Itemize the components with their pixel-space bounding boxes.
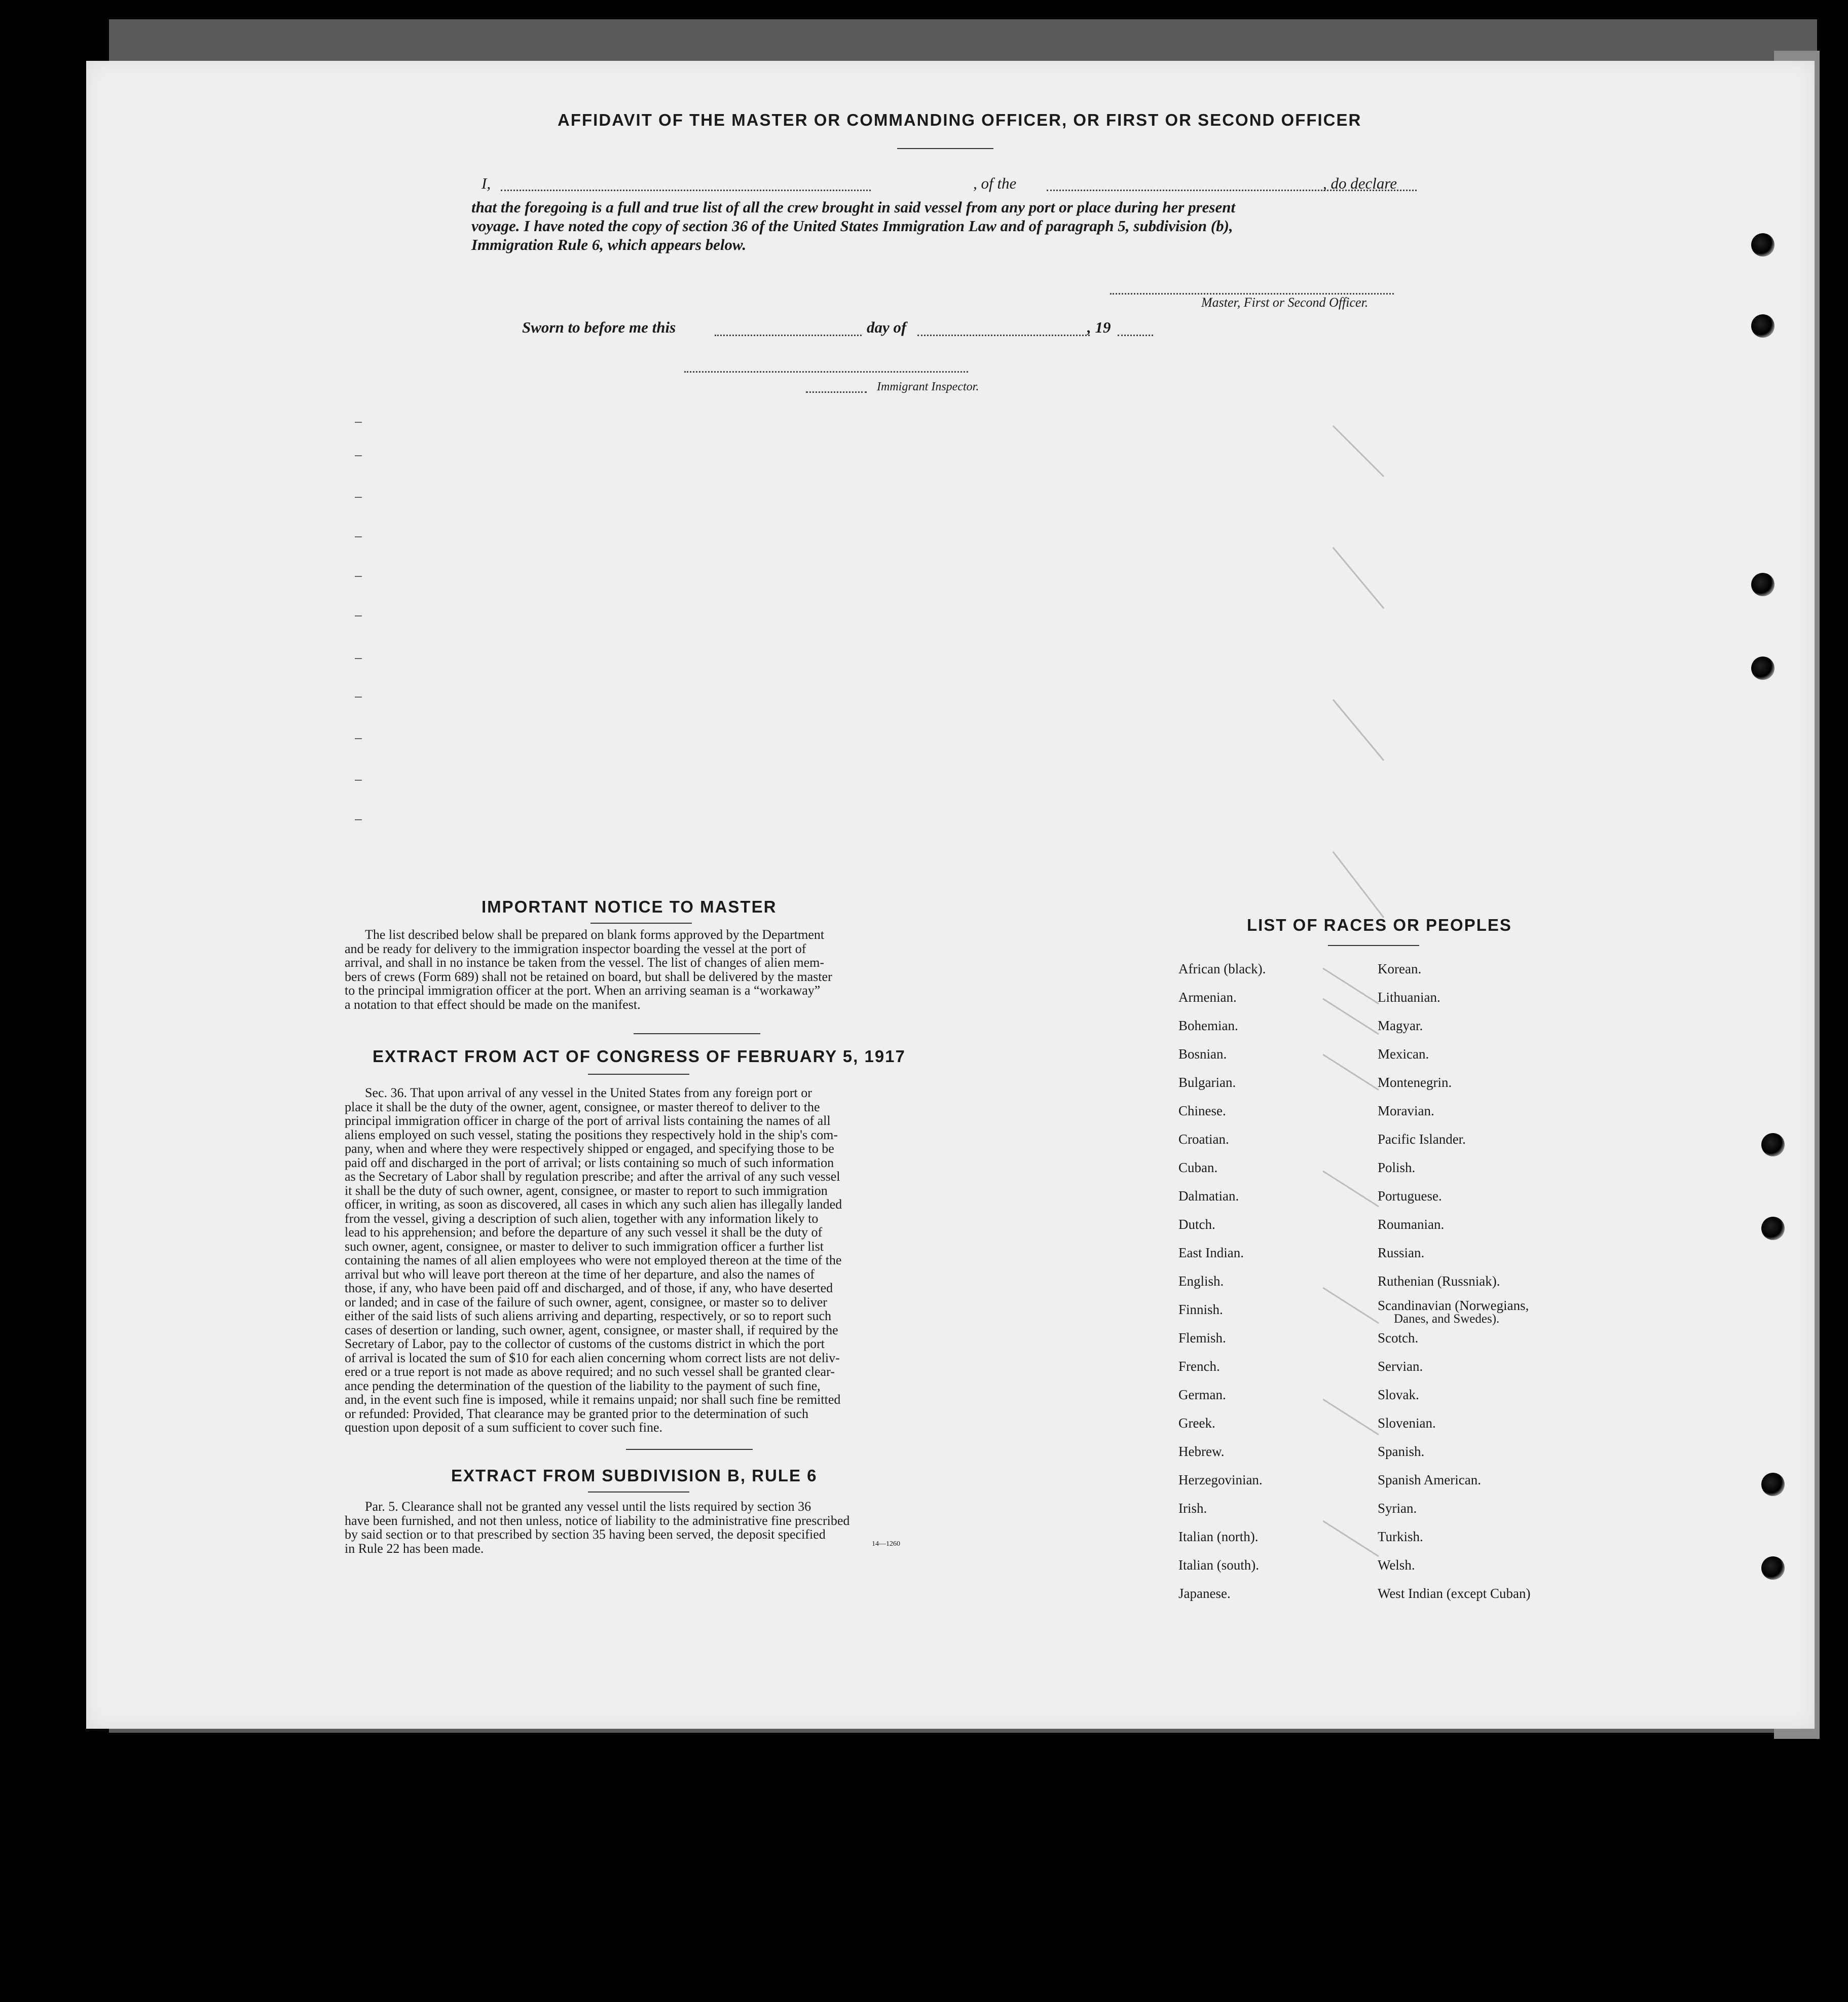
pen-mark [1333, 426, 1384, 477]
pen-mark [1333, 852, 1384, 918]
race-left-item: African (black). [1178, 961, 1266, 976]
rule-body [345, 1500, 1005, 1555]
races-title: LIST OF RACES OR PEOPLES [1247, 916, 1512, 934]
affidavit-body [471, 198, 1465, 254]
race-right-item: Roumanian. [1378, 1217, 1445, 1232]
race-left-item: Bulgarian. [1178, 1075, 1236, 1090]
race-left-item: Japanese. [1178, 1586, 1231, 1601]
inspector-caption: Immigrant Inspector. [877, 380, 979, 393]
act-line: Sec. 36. That upon arrival of any vessel in the United States from any foreign port or [365, 1085, 812, 1100]
notice-line: and be ready for delivery to the immigration inspector boarding the vessel at the port of [345, 941, 806, 956]
race-left-item: Dalmatian. [1178, 1188, 1239, 1204]
pen-check-marks [1303, 416, 1475, 1612]
race-right-item: Mexican. [1378, 1046, 1429, 1062]
act-body [345, 1086, 1005, 1435]
act-line: or refunded: Provided, That clearance may be granted prior to the determination of such [345, 1406, 808, 1421]
margin-tick [355, 615, 362, 616]
affidavit-line-2: that the foregoing is a full and true list of all the crew brought in said vessel from any port or place during her present [471, 198, 1236, 216]
notice-line: The list described below shall be prepared on blank forms approved by the Department [365, 927, 825, 942]
race-left-item: Chinese. [1178, 1103, 1226, 1118]
act-line: it shall be the duty of such owner, agent, consignee, or master to report to such immigration [345, 1183, 828, 1198]
race-left-item: Bosnian. [1178, 1046, 1227, 1062]
master-name-field[interactable] [501, 190, 871, 191]
race-right-item: Syrian. [1378, 1501, 1417, 1516]
rule-line: in Rule 22 has been made. [345, 1541, 484, 1556]
rule-title: EXTRACT FROM SUBDIVISION B, RULE 6 [451, 1466, 818, 1485]
sworn-year: , 19 [1087, 318, 1111, 336]
notice-title-rule [590, 923, 692, 924]
act-line: those, if any, who have been paid off and discharged, and of those, if any, who have deserted [345, 1281, 833, 1295]
race-left-item: French. [1178, 1359, 1220, 1374]
act-line: and, in the event such fine is imposed, while it remains unpaid; nor shall such fine be remitted [345, 1392, 841, 1407]
race-left-item: Finnish. [1178, 1302, 1223, 1317]
race-left-item: Hebrew. [1178, 1444, 1225, 1459]
race-left-item: Italian (south). [1178, 1557, 1259, 1573]
margin-tick [355, 658, 362, 659]
race-left-item: Armenian. [1178, 990, 1237, 1005]
race-right-item: Pacific Islander. [1378, 1132, 1466, 1147]
rule-line: by said section or to that prescribed by section 35 having been served, the deposit specified [345, 1527, 826, 1542]
pen-mark [1323, 999, 1379, 1034]
race-right-item: Moravian. [1378, 1103, 1434, 1118]
race-right-item: Lithuanian. [1378, 990, 1440, 1005]
margin-tick [355, 738, 362, 739]
affidavit-title-rule [897, 148, 993, 149]
race-right-item: Polish. [1378, 1160, 1416, 1175]
race-left-item: English. [1178, 1273, 1224, 1289]
race-right-item: Turkish. [1378, 1529, 1423, 1544]
margin-tick [355, 497, 362, 498]
race-left-item: German. [1178, 1387, 1226, 1402]
race-right-item: Scandinavian (Norwegians, [1378, 1298, 1529, 1313]
act-line: pany, when and where they were respectively shipped or engaged, and specifying those to be [345, 1141, 834, 1156]
act-line: aliens employed on such vessel, stating the positions they respectively hold in the ship's com- [345, 1127, 838, 1142]
race-right-item: Slovak. [1378, 1387, 1419, 1402]
sworn-year-field[interactable] [1118, 335, 1153, 336]
act-line: principal immigration officer in charge of the port of arrival lists containing the names of all [345, 1113, 831, 1128]
act-line: containing the names of all alien employees who were not employed thereon at the time of the [345, 1253, 842, 1267]
notice-line: a notation to that effect should be made on the manifest. [345, 997, 641, 1012]
affidavit-line-3: voyage. I have noted the copy of section 36 of the United States Immigration Law and of paragraph 5, subdivision (b), [471, 217, 1233, 235]
act-title: EXTRACT FROM ACT OF CONGRESS OF FEBRUARY 5, 1917 [373, 1047, 906, 1066]
pen-mark [1323, 1521, 1379, 1556]
pen-mark [1333, 700, 1384, 760]
pen-mark [1323, 968, 1379, 1004]
notice-line: arrival, and shall in no instance be taken from the vessel. The list of changes of alien mem- [345, 955, 825, 970]
race-left-item: Dutch. [1178, 1217, 1215, 1232]
race-right-item: Spanish. [1378, 1444, 1425, 1459]
binding-hole [1751, 657, 1775, 680]
margin-tick [355, 819, 362, 820]
notice-end-rule [634, 1033, 760, 1034]
binding-hole [1761, 1556, 1785, 1580]
act-line: Secretary of Labor, pay to the collector of customs of the customs district in which the port [345, 1336, 825, 1351]
act-line: such owner, agent, consignee, or master to deliver to such immigration officer a further list [345, 1239, 824, 1254]
margin-tick [355, 576, 362, 577]
rule-line: have been furnished, and not then unless, notice of liability to the administrative fine prescribed [345, 1513, 850, 1528]
officer-signature-line[interactable] [1110, 293, 1394, 295]
affidavit-title: AFFIDAVIT OF THE MASTER OR COMMANDING OFFICER, OR FIRST OR SECOND OFFICER [558, 111, 1362, 129]
binding-hole [1751, 573, 1775, 596]
act-line: arrival but who will leave port thereon at the time of her departure, and also the names of [345, 1266, 815, 1282]
race-right-item: Slovenian. [1378, 1415, 1436, 1431]
inspector-signature-line[interactable] [684, 371, 968, 373]
notice-title: IMPORTANT NOTICE TO MASTER [482, 897, 777, 916]
race-left-item: Croatian. [1178, 1132, 1229, 1147]
inspector-caption-lead [806, 391, 867, 393]
act-line: or landed; and in case of the failure of such owner, agent, consignee, or master so to deliver [345, 1294, 827, 1309]
act-end-rule [626, 1449, 753, 1450]
margin-tick [355, 536, 362, 537]
act-line: from the vessel, giving a description of such alien, together with any information likely to [345, 1211, 819, 1226]
form-page [86, 61, 1815, 1729]
race-right-item: Korean. [1378, 961, 1422, 976]
race-left-item: Italian (north). [1178, 1529, 1259, 1544]
act-line: place it shall be the duty of the owner, agent, consignee, or master thereof to deliver to the [345, 1099, 820, 1114]
race-right-item: Portuguese. [1378, 1188, 1442, 1204]
pen-mark [1323, 1171, 1379, 1207]
rule-title-rule [588, 1491, 689, 1493]
sworn-prefix: Sworn to before me this [522, 318, 676, 336]
binding-hole [1751, 314, 1775, 338]
race-right-item: Magyar. [1378, 1018, 1423, 1033]
race-left-item: Flemish. [1178, 1330, 1226, 1345]
margin-tick [355, 455, 362, 456]
race-right-item: West Indian (except Cuban) [1378, 1586, 1531, 1601]
race-right-item: Servian. [1378, 1359, 1423, 1374]
form-code: 14—1260 [872, 1540, 900, 1548]
pen-mark [1323, 1054, 1379, 1090]
race-right-item: Scotch. [1378, 1330, 1419, 1345]
binding-hole [1761, 1133, 1785, 1156]
notice-line: bers of crews (Form 689) shall not be retained on board, but shall be delivered by the master [345, 969, 832, 984]
rule-line: Par. 5. Clearance shall not be granted any vessel until the lists required by section 36 [365, 1499, 811, 1514]
act-line: lead to his apprehension; and before the departure of any such vessel it shall be the duty of [345, 1225, 823, 1240]
race-left-item: Greek. [1178, 1415, 1215, 1431]
affidavit-i: I, [482, 174, 491, 192]
affidavit-do-declare: , do declare [1323, 174, 1397, 192]
margin-tick [355, 697, 362, 698]
race-left-item: Cuban. [1178, 1160, 1218, 1175]
act-line: question upon deposit of a sum sufficient to cover such fine. [345, 1420, 663, 1435]
notice-line: to the principal immigration officer at the port. When an arriving seaman is a “workaway” [345, 983, 821, 998]
sworn-day-of: day of [867, 318, 907, 336]
act-line: officer, in writing, as soon as discovered, all cases in which any such alien has illegally landed [345, 1197, 842, 1212]
race-right-item-cont: Danes, and Swedes). [1394, 1312, 1500, 1326]
race-right-item: Russian. [1378, 1245, 1425, 1260]
race-left-item: Irish. [1178, 1501, 1207, 1516]
race-left-item: East Indian. [1178, 1245, 1244, 1260]
affidavit-of-the: , of the [973, 174, 1017, 192]
race-right-item: Spanish American. [1378, 1472, 1481, 1487]
act-line: cases of desertion or landing, such owner, agent, consignee, or master shall, if required by the [345, 1322, 838, 1337]
binding-hole [1761, 1217, 1785, 1240]
margin-tick [355, 422, 362, 423]
sworn-month-field[interactable] [917, 335, 1090, 336]
act-line: ance pending the determination of the question of the liability to the payment of such fine, [345, 1378, 821, 1393]
race-right-item: Welsh. [1378, 1557, 1415, 1573]
act-line: ered or a true report is not made as above required; and no such vessel shall be granted clear- [345, 1364, 835, 1379]
race-right-item: Ruthenian (Russniak). [1378, 1273, 1500, 1289]
binding-hole [1751, 233, 1775, 257]
binding-hole [1761, 1473, 1785, 1496]
race-left-item: Bohemian. [1178, 1018, 1238, 1033]
act-line: of arrival is located the sum of $10 for each alien concerning whom correct lists are not deliv- [345, 1350, 840, 1365]
act-line: as the Secretary of Labor shall by regulation prescribe; and after the arrival of any such vessel [345, 1169, 840, 1184]
act-line: either of the said lists of such aliens arriving and departing, respectively, or so to report such [345, 1308, 832, 1323]
pen-mark [1323, 1399, 1379, 1435]
pen-mark [1323, 1288, 1379, 1323]
notice-body [345, 928, 1004, 1011]
sworn-day-field[interactable] [715, 335, 862, 336]
margin-tick [355, 780, 362, 781]
race-left-item: Herzegovinian. [1178, 1472, 1263, 1487]
officer-signature-caption: Master, First or Second Officer. [1201, 295, 1369, 310]
affidavit-line-4: Immigration Rule 6, which appears below. [471, 236, 747, 253]
race-right-item: Montenegrin. [1378, 1075, 1452, 1090]
pen-mark [1333, 548, 1384, 608]
act-line: paid off and discharged in the port of arrival; or lists containing so much of such information [345, 1155, 834, 1170]
act-title-rule [588, 1074, 689, 1075]
